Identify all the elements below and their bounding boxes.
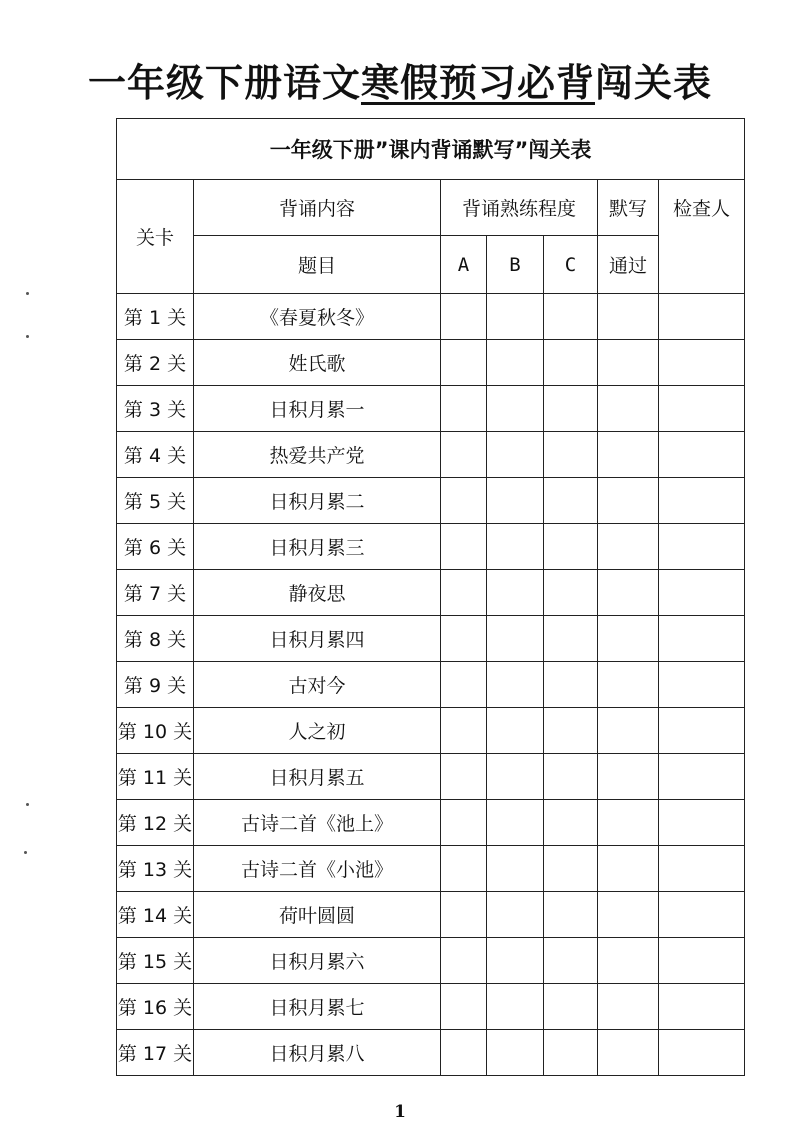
level-cell: 第 3 关: [117, 386, 194, 432]
grade-c-cell[interactable]: [544, 892, 598, 938]
grade-b-cell[interactable]: [487, 432, 544, 478]
level-cell: 第 11 关: [117, 754, 194, 800]
pass-cell[interactable]: [598, 754, 659, 800]
level-cell: 第 2 关: [117, 340, 194, 386]
table-row: [117, 386, 745, 432]
grade-a-cell[interactable]: [441, 340, 487, 386]
grade-a-cell[interactable]: [441, 708, 487, 754]
grade-c-cell[interactable]: [544, 294, 598, 340]
grade-a-cell[interactable]: [441, 524, 487, 570]
level-cell: 第 1 关: [117, 294, 194, 340]
grade-b-cell[interactable]: [487, 800, 544, 846]
scan-speck: [26, 335, 29, 338]
pass-cell[interactable]: [598, 662, 659, 708]
checker-cell[interactable]: [659, 432, 745, 478]
pass-cell[interactable]: [598, 1030, 659, 1076]
level-cell: 第 14 关: [117, 892, 194, 938]
level-cell: 第 13 关: [117, 846, 194, 892]
pass-cell[interactable]: [598, 386, 659, 432]
header-level: 关卡: [117, 180, 194, 294]
grade-b-cell[interactable]: [487, 754, 544, 800]
grade-b-cell[interactable]: [487, 294, 544, 340]
topic-cell: 日积月累五: [194, 754, 441, 800]
grade-c-cell[interactable]: [544, 432, 598, 478]
level-cell: 第 9 关: [117, 662, 194, 708]
checker-cell[interactable]: [659, 892, 745, 938]
pass-cell[interactable]: [598, 892, 659, 938]
grade-a-cell[interactable]: [441, 892, 487, 938]
topic-cell: 人之初: [194, 708, 441, 754]
scan-speck: [24, 851, 27, 854]
grade-b-cell[interactable]: [487, 1030, 544, 1076]
grade-c-cell[interactable]: [544, 938, 598, 984]
pass-cell[interactable]: [598, 984, 659, 1030]
grade-c-cell[interactable]: [544, 478, 598, 524]
grade-b-cell[interactable]: [487, 524, 544, 570]
grade-a-cell[interactable]: [441, 800, 487, 846]
grade-c-cell[interactable]: [544, 708, 598, 754]
table-row: [117, 662, 745, 708]
pass-cell[interactable]: [598, 616, 659, 662]
table-row: [117, 340, 745, 386]
header-checker: 检查人: [659, 180, 745, 294]
table-row: [117, 892, 745, 938]
topic-cell: 静夜思: [194, 570, 441, 616]
header-pass: 通过: [598, 236, 659, 294]
checker-cell[interactable]: [659, 984, 745, 1030]
title-part-1: 一年级下册语文: [87, 61, 361, 105]
header-topic: 题目: [194, 236, 441, 294]
grade-a-cell[interactable]: [441, 432, 487, 478]
grade-c-cell[interactable]: [544, 800, 598, 846]
table-row: [117, 432, 745, 478]
grade-c-cell[interactable]: [544, 616, 598, 662]
scan-speck: [26, 803, 29, 806]
pass-cell[interactable]: [598, 524, 659, 570]
level-cell: 第 12 关: [117, 800, 194, 846]
grade-a-cell[interactable]: [441, 938, 487, 984]
grade-c-cell[interactable]: [544, 1030, 598, 1076]
pass-cell[interactable]: [598, 800, 659, 846]
grade-c-cell[interactable]: [544, 570, 598, 616]
grade-b-cell[interactable]: [487, 570, 544, 616]
table-row: [117, 616, 745, 662]
level-cell: 第 15 关: [117, 938, 194, 984]
grade-b-cell[interactable]: [487, 892, 544, 938]
pass-cell[interactable]: [598, 708, 659, 754]
table-row: [117, 294, 745, 340]
topic-cell: 荷叶圆圆: [194, 892, 441, 938]
level-cell: 第 7 关: [117, 570, 194, 616]
checker-cell[interactable]: [659, 570, 745, 616]
checklist-table: [116, 118, 745, 1076]
grade-c-cell[interactable]: [544, 754, 598, 800]
checker-cell[interactable]: [659, 708, 745, 754]
topic-cell: 日积月累六: [194, 938, 441, 984]
grade-a-cell[interactable]: [441, 570, 487, 616]
topic-cell: 日积月累一: [194, 386, 441, 432]
level-cell: 第 6 关: [117, 524, 194, 570]
table-row: [117, 984, 745, 1030]
grade-a-cell[interactable]: [441, 662, 487, 708]
grade-a-cell[interactable]: [441, 846, 487, 892]
table-row: [117, 800, 745, 846]
table-row: [117, 938, 745, 984]
grade-a-cell[interactable]: [441, 478, 487, 524]
checker-cell[interactable]: [659, 938, 745, 984]
checker-cell[interactable]: [659, 662, 745, 708]
topic-cell: 日积月累八: [194, 1030, 441, 1076]
topic-cell: 姓氏歌: [194, 340, 441, 386]
grade-b-cell[interactable]: [487, 340, 544, 386]
checker-cell[interactable]: [659, 846, 745, 892]
table-row: [117, 846, 745, 892]
grade-b-cell[interactable]: [487, 984, 544, 1030]
table-row: [117, 754, 745, 800]
topic-cell: 古诗二首《小池》: [194, 846, 441, 892]
pass-cell[interactable]: [598, 294, 659, 340]
grade-c-cell[interactable]: [544, 984, 598, 1030]
grade-b-cell[interactable]: [487, 938, 544, 984]
grade-b-cell[interactable]: [487, 616, 544, 662]
checker-cell[interactable]: [659, 1030, 745, 1076]
table-row: [117, 708, 745, 754]
grade-a-cell[interactable]: [441, 386, 487, 432]
level-cell: 第 5 关: [117, 478, 194, 524]
grade-c-cell[interactable]: [544, 524, 598, 570]
title-part-2-underlined: 寒假预习必背: [360, 61, 595, 105]
grade-b-cell[interactable]: [487, 386, 544, 432]
level-cell: 第 16 关: [117, 984, 194, 1030]
pass-cell[interactable]: [598, 938, 659, 984]
header-grade-c: C: [544, 236, 598, 294]
grade-a-cell[interactable]: [441, 1030, 487, 1076]
grade-b-cell[interactable]: [487, 478, 544, 524]
checker-cell[interactable]: [659, 754, 745, 800]
topic-cell: 日积月累七: [194, 984, 441, 1030]
pass-cell[interactable]: [598, 478, 659, 524]
page-title: [0, 52, 800, 107]
grade-b-cell[interactable]: [487, 662, 544, 708]
header-grade-b: B: [487, 236, 544, 294]
checker-cell[interactable]: [659, 340, 745, 386]
grade-b-cell[interactable]: [487, 846, 544, 892]
checker-cell[interactable]: [659, 386, 745, 432]
grade-c-cell[interactable]: [544, 340, 598, 386]
checker-cell[interactable]: [659, 478, 745, 524]
topic-cell: 日积月累二: [194, 478, 441, 524]
pass-cell[interactable]: [598, 570, 659, 616]
topic-cell: 古诗二首《池上》: [194, 800, 441, 846]
table-row: [117, 570, 745, 616]
table-caption: 一年级下册”课内背诵默写”闯关表: [117, 119, 745, 180]
table-row: [117, 524, 745, 570]
scan-speck: [26, 292, 29, 295]
grade-a-cell[interactable]: [441, 984, 487, 1030]
grade-c-cell[interactable]: [544, 386, 598, 432]
header-grade-a: A: [441, 236, 487, 294]
title-part-3: 闯关表: [595, 61, 713, 105]
grade-c-cell[interactable]: [544, 662, 598, 708]
header-content: 背诵内容: [194, 180, 441, 236]
table-row: [117, 1030, 745, 1076]
topic-cell: 日积月累四: [194, 616, 441, 662]
header-dictation: 默写: [598, 180, 659, 236]
level-cell: 第 4 关: [117, 432, 194, 478]
checker-cell[interactable]: [659, 524, 745, 570]
level-cell: 第 10 关: [117, 708, 194, 754]
topic-cell: 《春夏秋冬》: [194, 294, 441, 340]
topic-cell: 日积月累三: [194, 524, 441, 570]
checker-cell[interactable]: [659, 294, 745, 340]
topic-cell: 热爱共产党: [194, 432, 441, 478]
pass-cell[interactable]: [598, 432, 659, 478]
grade-a-cell[interactable]: [441, 616, 487, 662]
pass-cell[interactable]: [598, 846, 659, 892]
grade-c-cell[interactable]: [544, 846, 598, 892]
checker-cell[interactable]: [659, 616, 745, 662]
table-row: [117, 478, 745, 524]
grade-a-cell[interactable]: [441, 754, 487, 800]
header-proficiency: 背诵熟练程度: [441, 180, 598, 236]
level-cell: 第 8 关: [117, 616, 194, 662]
page-number: 1: [394, 1102, 406, 1122]
grade-b-cell[interactable]: [487, 708, 544, 754]
level-cell: 第 17 关: [117, 1030, 194, 1076]
checker-cell[interactable]: [659, 800, 745, 846]
topic-cell: 古对今: [194, 662, 441, 708]
pass-cell[interactable]: [598, 340, 659, 386]
grade-a-cell[interactable]: [441, 294, 487, 340]
